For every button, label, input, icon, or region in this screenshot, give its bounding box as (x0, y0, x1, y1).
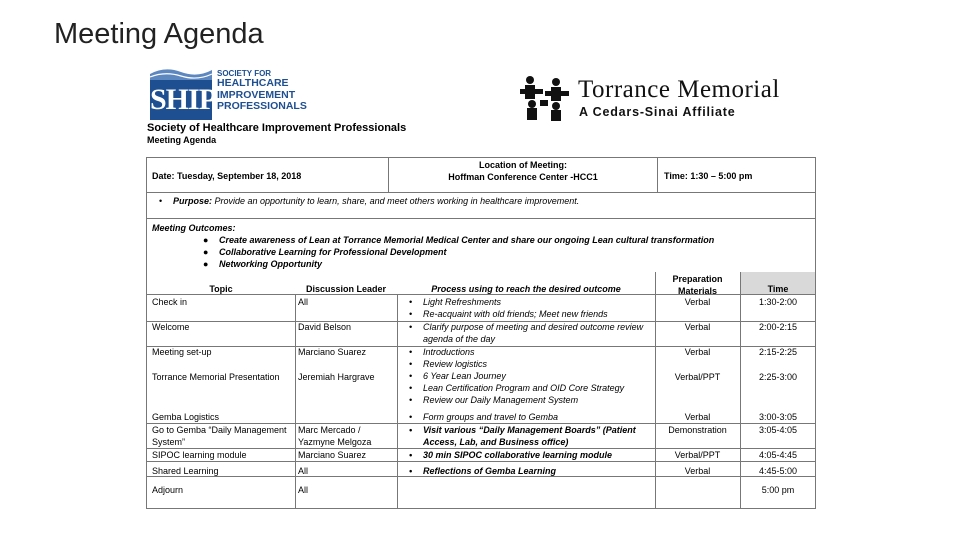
row-process: • 30 min SIPOC collaborative learning module (409, 450, 613, 460)
torrance-memorial-logo (518, 72, 818, 124)
row-materials: Verbal (684, 412, 711, 422)
row-time: 1:30-2:00 (758, 297, 798, 307)
row-materials: Demonstration (668, 425, 727, 435)
purpose: • Purpose: Provide an opportunity to learn, share, and meet others working in healthcare improvement. (159, 196, 580, 206)
row-time: 4:45-5:00 (758, 466, 798, 476)
outcome-item: ● Networking Opportunity (203, 259, 322, 269)
row-materials: Verbal (684, 347, 711, 357)
row-time: 2:25-3:00 (758, 372, 798, 382)
row-process: • Form groups and travel to Gemba (409, 412, 559, 422)
row-materials: Verbal (684, 322, 711, 332)
agenda-table (146, 157, 816, 509)
row-topic: Gemba Logistics (152, 412, 220, 422)
row-leader: All (298, 485, 309, 495)
wave-icon (150, 66, 212, 80)
row-process: • 6 Year Lean Journey • Lean Certification Program and OID Core Strategy • Review our Daily Management System (409, 371, 625, 405)
ship-mark: SHIP (150, 80, 212, 120)
row-leader: All (298, 466, 309, 476)
header-time: Time (767, 284, 789, 294)
row-time: 4:05-4:45 (758, 450, 798, 460)
row-time: 3:05-4:05 (758, 425, 798, 435)
row-topic: Torrance Memorial Presentation (152, 372, 280, 382)
outcomes-label: Meeting Outcomes: (152, 223, 236, 233)
location-label: Location of Meeting: (479, 160, 567, 170)
row-topic: Check in (152, 297, 188, 307)
row-materials: Verbal (684, 466, 711, 476)
outcome-item: ● Collaborative Learning for Professional Development (203, 247, 447, 257)
row-materials: Verbal/PPT (674, 372, 721, 382)
row-leader: David Belson (298, 322, 352, 332)
row-topic: Adjourn (152, 485, 184, 495)
row-topic: SIPOC learning module (152, 450, 247, 460)
header-process: Process using to reach the desired outcome (431, 284, 621, 294)
row-leader: Marciano Suarez (298, 347, 367, 357)
header-topic: Topic (209, 284, 233, 294)
row-process: • Light Refreshments • Re-acquaint with old friends; Meet new friends (409, 297, 608, 319)
row-leader: All (298, 297, 309, 307)
row-time: 5:00 pm (761, 485, 795, 495)
ship-logo-text: SOCIETY FOR HEALTHCARE IMPROVEMENT PROFESSIONALS (217, 69, 307, 112)
slide-title: Meeting Agenda (54, 18, 264, 50)
row-topic: Shared Learning (152, 466, 219, 476)
header-leader: Discussion Leader (305, 284, 387, 294)
location-value: Hoffman Conference Center -HCC1 (448, 172, 598, 182)
row-process: • Introductions • Review logistics (409, 347, 488, 369)
row-leader: Marc Mercado / Yazmyne Melgoza (298, 425, 372, 447)
row-materials: Verbal (684, 297, 711, 307)
row-time: 2:15-2:25 (758, 347, 798, 357)
row-process: • Reflections of Gemba Learning (409, 466, 557, 476)
row-time: 3:00-3:05 (758, 412, 798, 422)
row-materials: Verbal/PPT (674, 450, 721, 460)
row-leader: Jeremiah Hargrave (298, 372, 375, 382)
row-topic: Go to Gemba “Daily Management System” (152, 425, 287, 447)
meeting-time: Time: 1:30 – 5:00 pm (664, 171, 753, 181)
row-topic: Meeting set-up (152, 347, 212, 357)
row-leader: Marciano Suarez (298, 450, 367, 460)
row-process: • Visit various “Daily Management Boards” (Patient Access, Lab, and Business office) (409, 425, 636, 447)
meeting-date: Date: Tuesday, September 18, 2018 (152, 171, 302, 181)
tm-tagline: A Cedars-Sinai Affiliate (579, 105, 736, 119)
org-name: Society of Healthcare Improvement Professionals (147, 122, 407, 134)
outcome-item: ● Create awareness of Lean at Torrance Memorial Medical Center and share our ongoing Lean cultural transformation (203, 235, 715, 245)
puzzle-people-icon (518, 74, 570, 122)
doc-title: Meeting Agenda (147, 135, 217, 145)
header-materials: Preparation Materials (672, 274, 723, 296)
row-process: • Clarify purpose of meeting and desired outcome review agenda of the day (409, 322, 644, 344)
tm-name: Torrance Memorial (578, 76, 780, 103)
row-time: 2:00-2:15 (758, 322, 798, 332)
row-topic: Welcome (152, 322, 190, 332)
ship-logo (150, 66, 307, 122)
